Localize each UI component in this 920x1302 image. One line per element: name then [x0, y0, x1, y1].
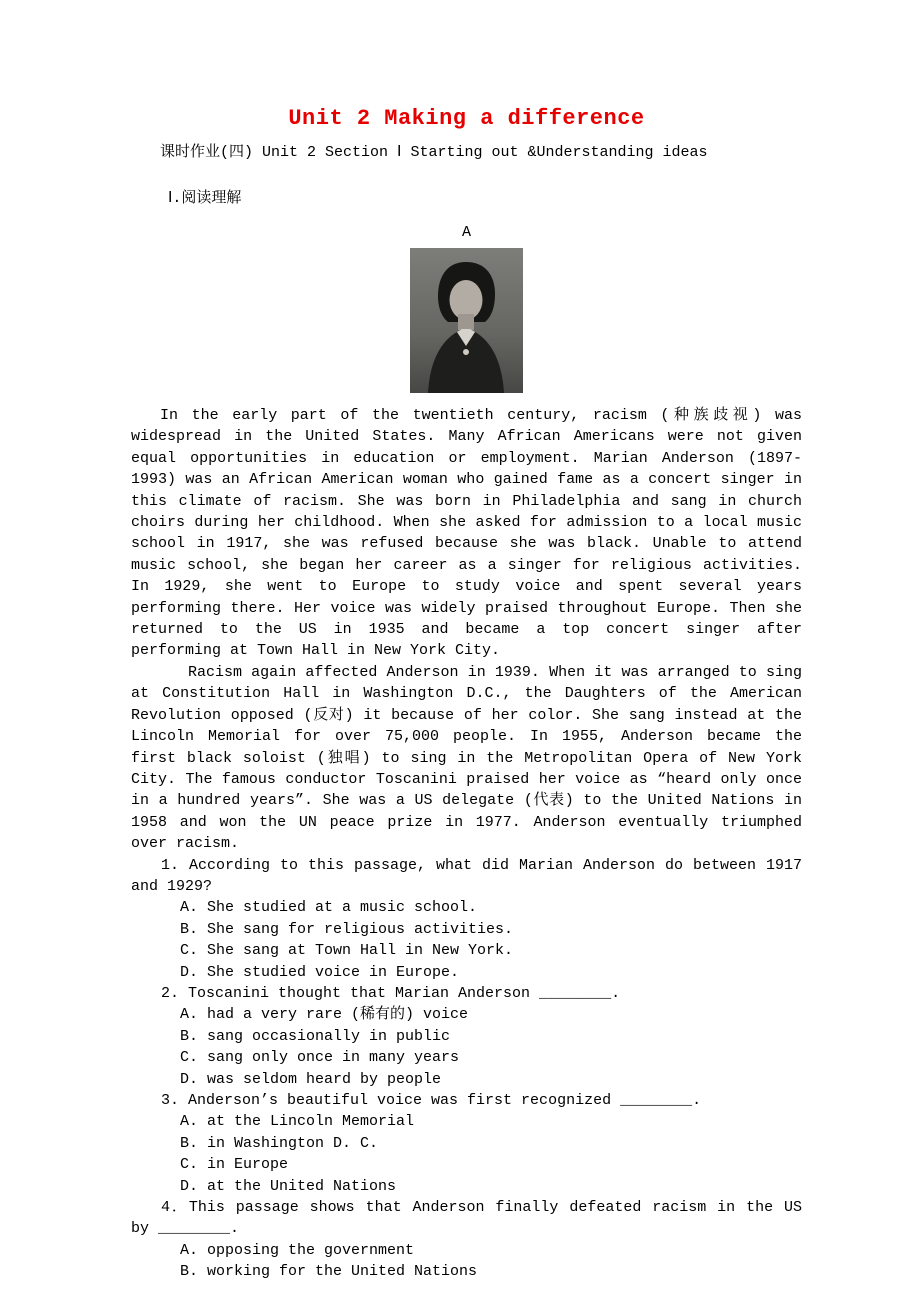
question-3-option-b: B. in Washington D. C.	[180, 1134, 379, 1152]
question-1-option-d: D. She studied voice in Europe.	[180, 963, 460, 981]
question-1-option-c: C. She sang at Town Hall in New York.	[180, 942, 514, 960]
question-2-option-d: D. was seldom heard by people	[180, 1070, 442, 1088]
question-2-stem: 2. Toscanini thought that Marian Anderson ________.	[161, 984, 621, 1002]
question-2	[131, 983, 802, 1090]
marian-anderson-photo	[410, 248, 523, 393]
questions-block	[131, 855, 802, 1283]
question-4-option-a: A. opposing the government	[180, 1241, 415, 1259]
passage-label-a: A	[461, 224, 471, 241]
question-1-option-b: B. She sang for religious activities.	[180, 920, 514, 938]
portrait-placeholder-image	[410, 248, 523, 393]
lesson-subtitle: 课时作业(四) Unit 2 Section Ⅰ Starting out &Understanding ideas	[160, 144, 708, 161]
question-3-option-c: C. in Europe	[180, 1156, 289, 1174]
question-4-stem: 4．This passage shows that Anderson finally defeated racism in the US by ________.	[131, 1199, 802, 1238]
question-4-option-b: B. working for the United Nations	[180, 1263, 478, 1281]
question-4	[131, 1197, 802, 1283]
question-3	[131, 1090, 802, 1197]
question-3-option-d: D. at the United Nations	[180, 1177, 397, 1195]
passage-paragraph-1: In the early part of the twentieth century, racism (种族歧视) was widespread in the United States. Many African Americans were not given equal opportunities in education or employment. Marian Anderson (1897-1993) was an African American woman who gained fame as a concert singer in this climate of racism. She was born in Philadelphia and sang in church choirs during her childhood. When she asked for admission to a local music school in 1917, she was refused because she was black. Unable to attend music school, she began her career as a singer for religious activities. In 1929, she went to Europe to study voice and spent several years performing there. Her voice was widely praised throughout Europe. Then she returned to the US in 1935 and became a top concert singer after performing at Town Hall in New York City.	[131, 407, 802, 660]
question-2-option-a: A. had a very rare (稀有的) voice	[180, 1006, 469, 1024]
question-1	[131, 855, 802, 983]
passage-paragraph-2: Racism again affected Anderson in 1939. When it was arranged to sing at Constitution Hall in Washington D.C., the Daughters of the American Revolution opposed (反对) it because of her color. She sang instead at the Lincoln Memorial for over 75,000 people. In 1955, Anderson became the first black soloist (独唱) to sing in the Metropolitan Opera of New York City. The famous conductor Toscanini praised her voice as “heard only once in a hundred years”. She was a US delegate (代表) to the United Nations in 1958 and won the UN peace prize in 1977. Anderson eventually triumphed over racism.	[131, 663, 802, 853]
question-1-stem: 1. According to this passage, what did Marian Anderson do between 1917 and 1929?	[131, 856, 802, 895]
question-3-stem: 3. Anderson’s beautiful voice was first recognized ________.	[161, 1092, 702, 1109]
document-title: Unit 2 Making a difference	[288, 106, 645, 131]
question-1-option-a: A. She studied at a music school.	[180, 899, 478, 917]
question-3-option-a: A. at the Lincoln Memorial	[180, 1113, 415, 1131]
question-2-option-c: C. sang only once in many years	[180, 1049, 460, 1067]
section-heading-reading: Ⅰ.阅读理解	[168, 190, 242, 207]
question-2-option-b: B. sang occasionally in public	[180, 1027, 451, 1045]
